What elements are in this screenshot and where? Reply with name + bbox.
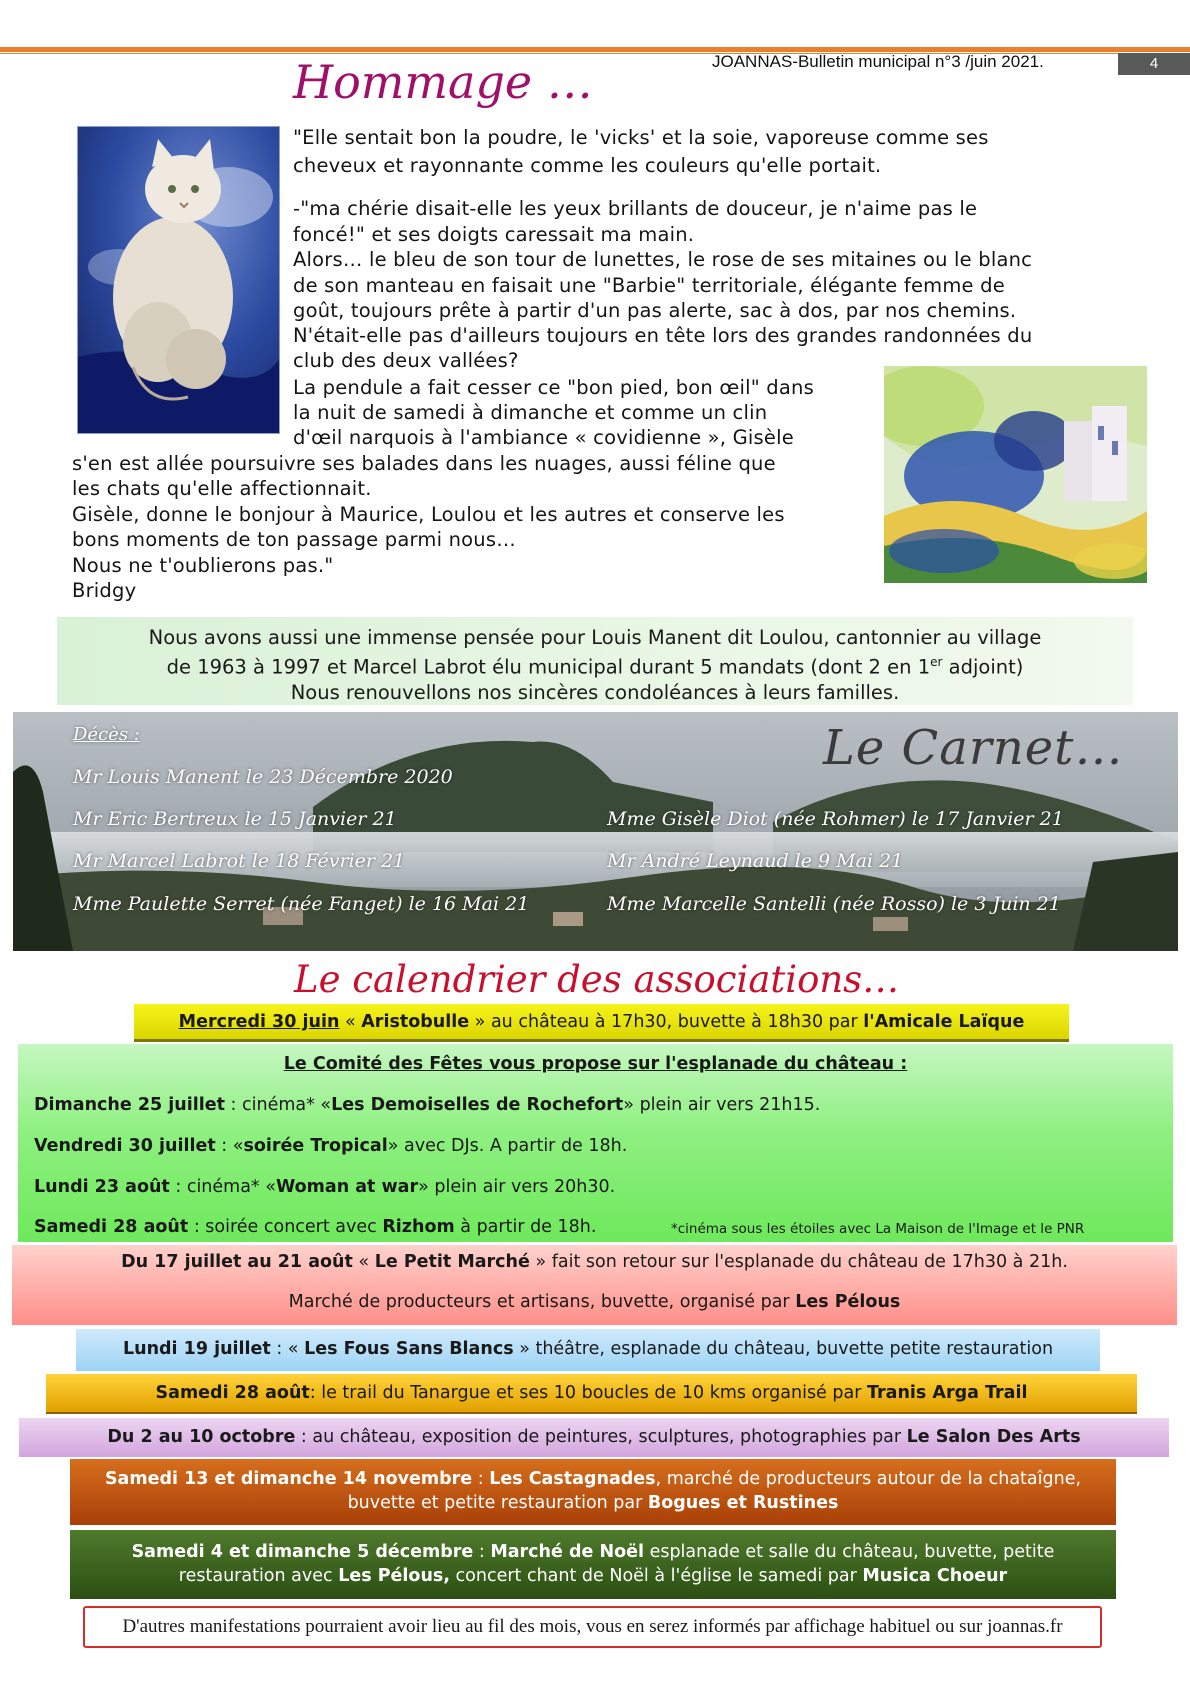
event-text: à partir de 18h. xyxy=(454,1217,597,1237)
carnet-title: Le Carnet… xyxy=(823,720,1124,776)
notice-text: de 1963 à 1997 et Marcel Labrot élu municipal durant 5 mandats (dont 2 en 1 xyxy=(166,655,931,679)
event-text: « xyxy=(339,1012,362,1032)
death-entry: Mr Marcel Labrot le 18 Février 21 xyxy=(73,850,406,872)
hommage-line: cheveux et rayonnante comme les couleurs qu'elle portait. xyxy=(293,154,882,177)
hommage-line: s'en est allée poursuivre ses balades dans les nuages, aussi féline que xyxy=(72,452,776,475)
event-text: : « xyxy=(270,1339,305,1359)
event-organizer: Le Salon Des Arts xyxy=(906,1427,1081,1447)
event-text: Marché de producteurs et artisans, buvette, organisé par xyxy=(288,1292,796,1312)
event-text: » plein air vers 21h15. xyxy=(623,1095,821,1115)
event-text: , marché de producteurs autour de la chataîgne, xyxy=(655,1469,1082,1489)
noel-line-1 xyxy=(70,1540,1116,1564)
notice-line-3: Nous renouvellons nos sincères condoléances à leurs familles. xyxy=(290,680,900,704)
event-date: Mercredi 30 juin xyxy=(178,1012,340,1032)
comite-event xyxy=(34,1177,615,1197)
event-name: Woman at war xyxy=(275,1177,419,1197)
comite-heading-text: Le Comité des Fêtes vous propose sur l'esplanade du château : xyxy=(283,1054,908,1074)
hommage-title: Hommage … xyxy=(293,55,593,109)
event-date: Du 17 juillet au 21 août xyxy=(121,1252,353,1272)
event-text: : soirée concert avec xyxy=(188,1217,383,1237)
event-name: Les Demoiselles de Rochefort xyxy=(331,1095,624,1115)
event-name: Les Fous Sans Blancs xyxy=(304,1339,514,1359)
event-fous-sans-blancs xyxy=(76,1329,1100,1371)
comite-event xyxy=(34,1136,627,1156)
noel-line-2 xyxy=(70,1564,1116,1588)
hommage-line: les chats qu'elle affectionnait. xyxy=(72,477,372,500)
hommage-line: La pendule a fait cesser ce "bon pied, bon œil" dans xyxy=(293,376,814,399)
hommage-line: de son manteau en faisait une "Barbie" territoriale, élégante femme de xyxy=(293,274,1005,297)
event-name: Marché de Noël xyxy=(490,1542,644,1562)
hommage-line: foncé!" et ses doigts caressait ma main. xyxy=(293,223,695,246)
marche-line-1 xyxy=(12,1252,1177,1272)
event-date: Lundi 19 juillet xyxy=(122,1339,271,1359)
event-text: esplanade et salle du château, buvette, petite xyxy=(644,1542,1055,1562)
hommage-line: d'œil narquois à l'ambiance « covidienne », Gisèle xyxy=(293,426,794,449)
event-date: Dimanche 25 juillet xyxy=(34,1095,225,1115)
running-head: JOANNAS-Bulletin municipal n°3 /juin 2021. xyxy=(712,52,1044,71)
notice-superscript: er xyxy=(930,655,943,669)
hommage-line: la nuit de samedi à dimanche et comme un clin xyxy=(293,401,768,424)
event-date: Du 2 au 10 octobre xyxy=(107,1427,296,1447)
event-text: : cinéma* « xyxy=(169,1177,276,1197)
event-aristobulle xyxy=(134,1004,1069,1042)
event-text: : le trail du Tanargue et ses 10 boucles de 10 kms organisé par xyxy=(309,1383,867,1403)
event-castagnades xyxy=(70,1459,1116,1525)
deaths-heading: Décès : xyxy=(73,724,140,745)
event-name: Le Petit Marché xyxy=(374,1252,530,1272)
event-organizer: l'Amicale Laïque xyxy=(863,1012,1025,1032)
hommage-line: "Elle sentait bon la poudre, le 'vicks' et la soie, vaporeuse comme ses xyxy=(293,126,989,149)
more-events-footer: D'autres manifestations pourraient avoir lieu au fil des mois, vous en serez informés par affichage habituel ou sur joannas.fr xyxy=(83,1606,1102,1648)
event-date: Samedi 4 et dimanche 5 décembre xyxy=(131,1542,474,1562)
page-number: 4 xyxy=(1118,53,1190,75)
event-text: « xyxy=(352,1252,375,1272)
event-text: : xyxy=(472,1469,490,1489)
death-entry: Mme Gisèle Diot (née Rohmer) le 17 Janvier 21 xyxy=(607,808,1064,830)
event-name: soirée Tropical xyxy=(243,1136,388,1156)
hommage-line: Nous ne t'oublierons pas." xyxy=(72,554,334,577)
event-text: buvette et petite restauration par xyxy=(347,1493,648,1513)
castle-watercolor-image xyxy=(884,366,1147,583)
hommage-line: Gisèle, donne le bonjour à Maurice, Loulou et les autres et conserve les xyxy=(72,503,785,526)
death-entry: Mr André Leynaud le 9 Mai 21 xyxy=(607,850,904,872)
event-date: Vendredi 30 juillet xyxy=(34,1136,216,1156)
cat-watercolor-image xyxy=(77,126,280,434)
event-salon-des-arts xyxy=(19,1418,1169,1457)
event-date: Samedi 28 août xyxy=(34,1217,189,1237)
notice-line-2 xyxy=(57,650,1133,680)
event-organizer: Bogues et Rustines xyxy=(647,1493,839,1513)
comite-des-fetes-panel xyxy=(18,1044,1173,1242)
hommage-line: bons moments de ton passage parmi nous… xyxy=(72,528,516,551)
carnet-banner xyxy=(13,712,1178,951)
death-entry: Mr Louis Manent le 23 Décembre 2020 xyxy=(73,766,453,788)
notice-text: adjoint) xyxy=(942,655,1024,679)
event-petit-marche xyxy=(12,1245,1177,1325)
marche-line-2 xyxy=(12,1292,1177,1312)
event-name: Les Castagnades xyxy=(489,1469,656,1489)
event-text: : cinéma* « xyxy=(224,1095,332,1115)
calendar-title: Le calendrier des associations… xyxy=(294,958,900,1001)
event-organizer: Les Pélous xyxy=(795,1292,901,1312)
event-organizer: Les Pélous, xyxy=(338,1566,450,1586)
notice-line-1: Nous avons aussi une immense pensée pour Louis Manent dit Loulou, cantonnier au village xyxy=(148,626,1042,649)
hommage-line: -"ma chérie disait-elle les yeux brillants de douceur, je n'aime pas le xyxy=(293,197,978,220)
event-text: » théâtre, esplanade du château, buvette petite restauration xyxy=(513,1339,1054,1359)
event-text: : « xyxy=(215,1136,244,1156)
event-text: » avec DJs. A partir de 18h. xyxy=(387,1136,628,1156)
hommage-line: Alors… le bleu de son tour de lunettes, le rose de ses mitaines ou le blanc xyxy=(293,248,1033,271)
comite-heading xyxy=(18,1054,1173,1074)
hommage-signature: Bridgy xyxy=(72,579,137,602)
event-date: Lundi 23 août xyxy=(34,1177,170,1197)
event-text: concert chant de Noël à l'église le samedi par xyxy=(449,1566,863,1586)
event-text: : xyxy=(473,1542,491,1562)
event-name: Rizhom xyxy=(382,1217,455,1237)
event-text: restauration avec xyxy=(178,1566,339,1586)
comite-event xyxy=(34,1095,820,1115)
death-entry: Mr Eric Bertreux le 15 Janvier 21 xyxy=(73,808,397,830)
event-name: Aristobulle xyxy=(361,1012,470,1032)
hommage-line: club des deux vallées? xyxy=(293,349,519,372)
condolences-notice xyxy=(57,617,1133,705)
event-text: » plein air vers 20h30. xyxy=(418,1177,616,1197)
event-trail xyxy=(46,1374,1137,1414)
event-text: : au château, exposition de peintures, sculptures, photographies par xyxy=(295,1427,907,1447)
hommage-line: N'était-elle pas d'ailleurs toujours en tête lors des grandes randonnées du xyxy=(293,324,1033,347)
event-date: Samedi 13 et dimanche 14 novembre xyxy=(104,1469,473,1489)
event-organizer: Musica Choeur xyxy=(862,1566,1008,1586)
death-entry: Mme Paulette Serret (née Fanget) le 16 Mai 21 xyxy=(73,893,530,915)
event-organizer: Tranis Arga Trail xyxy=(866,1383,1028,1403)
castagnades-line-1 xyxy=(70,1467,1116,1491)
death-entry: Mme Marcelle Santelli (née Rosso) le 3 Juin 21 xyxy=(607,893,1061,915)
hommage-line: goût, toujours prête à partir d'un pas alerte, sac à dos, par nos chemins. xyxy=(293,299,1017,322)
castagnades-line-2 xyxy=(70,1491,1116,1515)
event-marche-de-noel xyxy=(70,1530,1116,1599)
event-date: Samedi 28 août xyxy=(155,1383,310,1403)
cinema-footnote: *cinéma sous les étoiles avec La Maison de l'Image et le PNR xyxy=(671,1221,1085,1237)
event-text: » au château à 17h30, buvette à 18h30 par xyxy=(469,1012,864,1032)
comite-event xyxy=(34,1217,596,1237)
event-text: » fait son retour sur l'esplanade du château de 17h30 à 21h. xyxy=(529,1252,1068,1272)
